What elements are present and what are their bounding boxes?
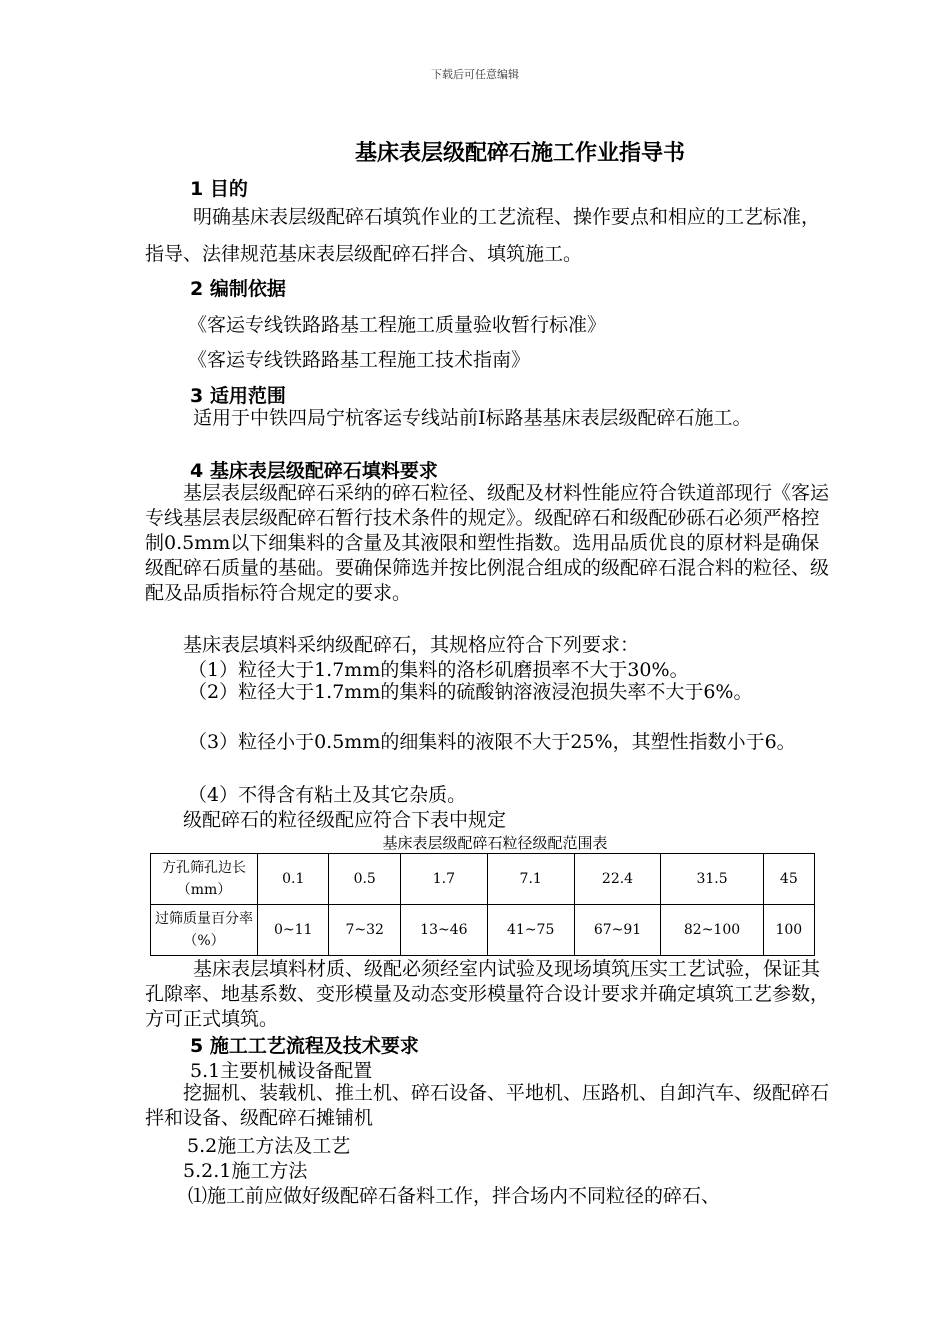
after-table-paragraph: 基床表层填料材质、级配必须经室内试验及现场填筑压实工艺试验，保证其孔隙率、地基系数、变形模量及动态变形模量符合设计要求并确定填筑工艺参数，方可正式填筑。: [145, 958, 830, 1030]
requirement-4: （4）不得含有粘土及其它杂质。: [188, 784, 467, 806]
section-1-heading: 1 目的: [190, 178, 248, 200]
requirement-1: （1）粒径大于1.7mm的集料的洛杉矶磨损率不大于30%。: [188, 659, 689, 681]
document-title: 基床表层级配碎石施工作业指导书: [354, 140, 685, 166]
table-cell: 1.7: [400, 854, 487, 905]
table-cell: 100: [763, 905, 814, 956]
method-item-1: ⑴施工前应做好级配碎石备料工作，拌合场内不同粒径的碎石、: [188, 1185, 721, 1207]
table-cell: 0~11: [258, 905, 329, 956]
table-cell: 82~100: [661, 905, 763, 956]
table-caption: 基床表层级配碎石粒径级配范围表: [382, 834, 608, 852]
subsection-5-1: 5.1主要机械设备配置: [190, 1060, 373, 1082]
subsection-5-1-paragraph: 挖掘机、装载机、推土机、碎石设备、平地机、压路机、自卸汽车、级配碎石拌和设备、级配碎石摊铺机: [145, 1082, 830, 1129]
requirement-3: （3）粒径小于0.5mm的细集料的液限不大于25%，其塑性指数小于6。: [188, 731, 796, 753]
table-row: [151, 854, 815, 905]
table-cell: 22.4: [574, 854, 661, 905]
table-cell: 67~91: [574, 905, 661, 956]
subsection-5-2-1: 5.2.1施工方法: [183, 1160, 308, 1182]
table-cell: 13~46: [400, 905, 487, 956]
row-label-passing-percent: 过筛质量百分率（%）: [151, 905, 258, 956]
table-cell: 0.1: [258, 854, 329, 905]
section-1-paragraph: 明确基床表层级配碎石填筑作业的工艺流程、操作要点和相应的工艺标准，指导、法律规范基床表层级配碎石拌合、填筑施工。: [145, 206, 821, 265]
requirement-2: （2）粒径大于1.7mm的集料的硫酸钠溶液浸泡损失率不大于6%。: [188, 681, 753, 703]
table-cell: 7.1: [487, 854, 574, 905]
section-4-paragraph-1: 基层表层级配碎石采纳的碎石粒径、级配及材料性能应符合铁道部现行《客运专线基层表层级配碎石暂行技术条件的规定》。级配碎石和级配砂砾石必须严格控制0.5mm以下细集料的含量及其液限和塑性指数。选用品质优良的原材料是确保级配碎石质量的基础。要确保筛选并按比例混合组成的级配碎石混合料的粒径、级配及品质指标符合规定的要求。: [145, 482, 830, 604]
reference-2: 《客运专线铁路路基工程施工技术指南》: [188, 349, 531, 371]
table-cell: 7~32: [329, 905, 400, 956]
table-row: [151, 905, 815, 956]
section-3-heading: 3 适用范围: [190, 385, 286, 407]
table-cell: 31.5: [661, 854, 763, 905]
section-2-heading: 2 编制依据: [190, 278, 286, 300]
table-cell: 41~75: [487, 905, 574, 956]
section-3-paragraph: 适用于中铁四局宁杭客运专线站前Ⅰ标路基基床表层级配碎石施工。: [193, 407, 752, 429]
subsection-5-2: 5.2施工方法及工艺: [187, 1135, 351, 1157]
table-cell: 0.5: [329, 854, 400, 905]
table-cell: 45: [763, 854, 814, 905]
reference-1: 《客运专线铁路路基工程施工质量验收暂行标准》: [188, 314, 607, 336]
section-5-heading: 5 施工工艺流程及技术要求: [190, 1035, 419, 1057]
gradation-table: [150, 853, 815, 956]
table-intro: 级配碎石的粒径级配应符合下表中规定: [183, 809, 507, 831]
header-note: 下载后可任意编辑: [431, 68, 519, 81]
section-4-paragraph-2: 基床表层填料采纳级配碎石，其规格应符合下列要求：: [183, 634, 640, 656]
section-4-heading: 4 基床表层级配碎石填料要求: [190, 460, 438, 482]
row-label-sieve-size: 方孔筛孔边长（mm）: [151, 854, 258, 905]
